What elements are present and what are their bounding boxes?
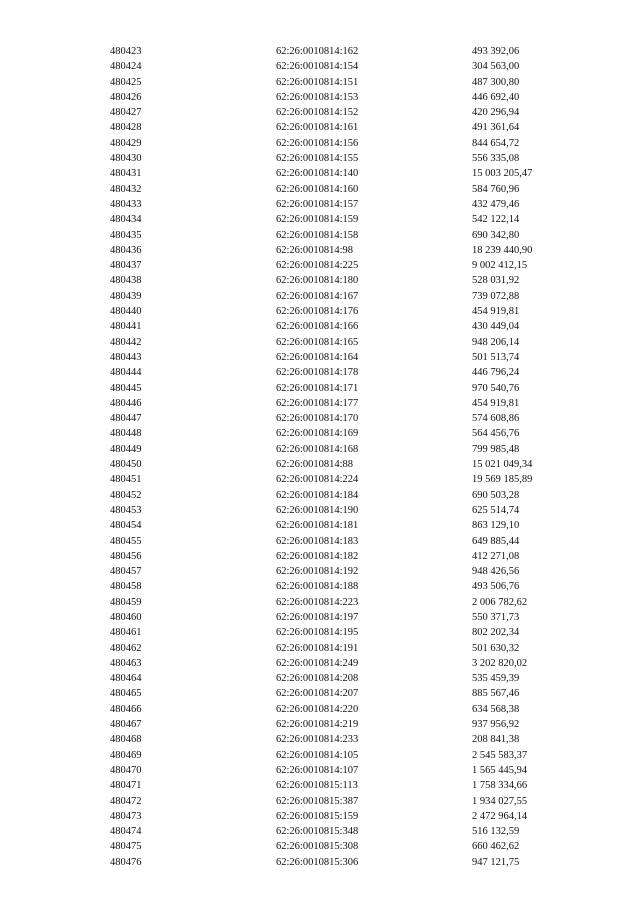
cadastral-value: 556 335,08	[472, 153, 520, 165]
table-row	[0, 442, 640, 457]
row-number: 480464	[110, 673, 142, 685]
cadastral-number: 62:26:0010814:169	[276, 428, 359, 440]
cadastral-number: 62:26:0010814:171	[276, 382, 359, 394]
row-number: 480466	[110, 703, 142, 715]
row-number: 480425	[110, 76, 142, 88]
cadastral-number: 62:26:0010814:233	[276, 734, 359, 746]
cadastral-number: 62:26:0010814:224	[276, 474, 359, 486]
table-row	[0, 304, 640, 319]
row-number: 480455	[110, 535, 142, 547]
row-number: 480436	[110, 244, 142, 256]
cadastral-value: 564 456,76	[472, 428, 520, 440]
cadastral-value: 947 121,75	[472, 856, 520, 868]
table-row	[0, 732, 640, 747]
table-row	[0, 365, 640, 380]
cadastral-number: 62:26:0010814:152	[276, 107, 359, 119]
cadastral-value: 446 692,40	[472, 91, 520, 103]
cadastral-number: 62:26:0010814:166	[276, 321, 359, 333]
table-row	[0, 44, 640, 59]
table-row	[0, 579, 640, 594]
cadastral-value: 454 919,81	[472, 397, 520, 409]
cadastral-number: 62:26:0010814:219	[276, 719, 359, 731]
cadastral-number: 62:26:0010814:170	[276, 413, 359, 425]
cadastral-number: 62:26:0010814:195	[276, 627, 359, 639]
table-row	[0, 656, 640, 671]
cadastral-value: 15 021 049,34	[472, 459, 533, 471]
cadastral-value: 1 934 027,55	[472, 795, 528, 807]
cadastral-value: 18 239 440,90	[472, 244, 533, 256]
cadastral-number: 62:26:0010814:164	[276, 351, 359, 363]
table-row	[0, 335, 640, 350]
row-number: 480469	[110, 749, 142, 761]
row-number: 480443	[110, 351, 142, 363]
table-row	[0, 120, 640, 135]
cadastral-value: 690 342,80	[472, 229, 520, 241]
row-number: 480459	[110, 596, 142, 608]
table-row	[0, 381, 640, 396]
cadastral-number: 62:26:0010814:165	[276, 336, 359, 348]
cadastral-value: 574 608,86	[472, 413, 520, 425]
table-row	[0, 809, 640, 824]
row-number: 480427	[110, 107, 142, 119]
row-number: 480473	[110, 810, 142, 822]
cadastral-number: 62:26:0010815:113	[276, 780, 358, 792]
row-number: 480470	[110, 764, 142, 776]
cadastral-number: 62:26:0010814:208	[276, 673, 359, 685]
cadastral-value: 432 479,46	[472, 198, 520, 210]
cadastral-value: 2 545 583,37	[472, 749, 528, 761]
cadastral-number: 62:26:0010815:387	[276, 795, 359, 807]
row-number: 480429	[110, 137, 142, 149]
table-row	[0, 289, 640, 304]
table-row	[0, 778, 640, 793]
cadastral-value: 2 006 782,62	[472, 596, 528, 608]
cadastral-number: 62:26:0010814:160	[276, 183, 359, 195]
cadastral-value: 487 300,80	[472, 76, 520, 88]
table-row	[0, 488, 640, 503]
cadastral-value: 542 122,14	[472, 214, 520, 226]
cadastral-value: 420 296,94	[472, 107, 520, 119]
cadastral-number: 62:26:0010814:105	[276, 749, 359, 761]
cadastral-number: 62:26:0010814:191	[276, 642, 359, 654]
cadastral-number: 62:26:0010814:98	[276, 244, 354, 256]
cadastral-number: 62:26:0010814:188	[276, 581, 359, 593]
cadastral-value: 1 758 334,66	[472, 780, 528, 792]
table-row	[0, 518, 640, 533]
cadastral-value: 739 072,88	[472, 290, 520, 302]
cadastral-value: 493 506,76	[472, 581, 520, 593]
cadastral-number: 62:26:0010815:348	[276, 826, 359, 838]
row-number: 480453	[110, 504, 142, 516]
cadastral-number: 62:26:0010814:249	[276, 657, 359, 669]
cadastral-number: 62:26:0010814:181	[276, 520, 359, 532]
cadastral-number: 62:26:0010814:151	[276, 76, 359, 88]
cadastral-number: 62:26:0010814:180	[276, 275, 359, 287]
cadastral-value: 528 031,92	[472, 275, 520, 287]
row-number: 480450	[110, 459, 142, 471]
table-row	[0, 197, 640, 212]
cadastral-number: 62:26:0010814:162	[276, 46, 359, 57]
table-row	[0, 258, 640, 273]
cadastral-number: 62:26:0010814:192	[276, 566, 359, 578]
document-table	[0, 44, 640, 870]
table-row	[0, 105, 640, 120]
cadastral-number: 62:26:0010814:157	[276, 198, 359, 210]
row-number: 480446	[110, 397, 142, 409]
cadastral-number: 62:26:0010814:159	[276, 214, 359, 226]
cadastral-number: 62:26:0010814:153	[276, 91, 359, 103]
cadastral-value: 208 841,38	[472, 734, 520, 746]
row-number: 480435	[110, 229, 142, 241]
table-row	[0, 839, 640, 854]
cadastral-value: 446 796,24	[472, 367, 520, 379]
row-number: 480428	[110, 122, 142, 134]
cadastral-value: 584 760,96	[472, 183, 520, 195]
cadastral-value: 9 002 412,15	[472, 260, 528, 272]
cadastral-value: 799 985,48	[472, 443, 520, 455]
table-row	[0, 503, 640, 518]
row-number: 480430	[110, 153, 142, 165]
row-number: 480437	[110, 260, 142, 272]
cadastral-value: 454 919,81	[472, 306, 520, 318]
row-number: 480445	[110, 382, 142, 394]
cadastral-value: 948 426,56	[472, 566, 520, 578]
table-row	[0, 472, 640, 487]
row-number: 480457	[110, 566, 142, 578]
row-number: 480441	[110, 321, 142, 333]
cadastral-number: 62:26:0010815:308	[276, 841, 359, 853]
cadastral-value: 493 392,06	[472, 46, 520, 57]
table-row	[0, 273, 640, 288]
cadastral-value: 501 630,32	[472, 642, 520, 654]
cadastral-number: 62:26:0010814:154	[276, 61, 359, 73]
cadastral-number: 62:26:0010814:177	[276, 397, 359, 409]
table-row	[0, 411, 640, 426]
table-row	[0, 75, 640, 90]
row-number: 480461	[110, 627, 142, 639]
row-number: 480426	[110, 91, 142, 103]
table-row	[0, 182, 640, 197]
row-number: 480451	[110, 474, 142, 486]
cadastral-number: 62:26:0010814:197	[276, 611, 359, 623]
table-row	[0, 610, 640, 625]
cadastral-number: 62:26:0010815:306	[276, 856, 359, 868]
cadastral-value: 19 569 185,89	[472, 474, 533, 486]
row-number: 480448	[110, 428, 142, 440]
table-row	[0, 319, 640, 334]
row-number: 480475	[110, 841, 142, 853]
table-row	[0, 534, 640, 549]
row-number: 480439	[110, 290, 142, 302]
row-number: 480462	[110, 642, 142, 654]
table-row	[0, 748, 640, 763]
table-row	[0, 625, 640, 640]
table-row	[0, 763, 640, 778]
table-row	[0, 243, 640, 258]
cadastral-value: 863 129,10	[472, 520, 520, 532]
table-row	[0, 396, 640, 411]
row-number: 480431	[110, 168, 142, 180]
cadastral-value: 2 472 964,14	[472, 810, 528, 822]
row-number: 480449	[110, 443, 142, 455]
table-row	[0, 457, 640, 472]
cadastral-value: 516 132,59	[472, 826, 520, 838]
cadastral-number: 62:26:0010814:220	[276, 703, 359, 715]
cadastral-value: 885 567,46	[472, 688, 520, 700]
table-row	[0, 228, 640, 243]
cadastral-value: 1 565 445,94	[472, 764, 528, 776]
cadastral-value: 948 206,14	[472, 336, 520, 348]
cadastral-number: 62:26:0010814:223	[276, 596, 359, 608]
row-number: 480424	[110, 61, 142, 73]
table-row	[0, 671, 640, 686]
cadastral-number: 62:26:0010814:155	[276, 153, 359, 165]
row-number: 480440	[110, 306, 142, 318]
row-number: 480432	[110, 183, 142, 195]
table-row	[0, 717, 640, 732]
cadastral-value: 649 885,44	[472, 535, 520, 547]
cadastral-number: 62:26:0010814:158	[276, 229, 359, 241]
cadastral-number: 62:26:0010814:88	[276, 459, 354, 471]
cadastral-value: 412 271,08	[472, 550, 520, 562]
row-number: 480467	[110, 719, 142, 731]
table-row	[0, 151, 640, 166]
cadastral-number: 62:26:0010814:161	[276, 122, 359, 134]
cadastral-value: 15 003 205,47	[472, 168, 533, 180]
row-number: 480474	[110, 826, 142, 838]
table-row	[0, 855, 640, 870]
row-number: 480442	[110, 336, 142, 348]
cadastral-number: 62:26:0010814:178	[276, 367, 359, 379]
cadastral-value: 550 371,73	[472, 611, 520, 623]
cadastral-number: 62:26:0010814:140	[276, 168, 359, 180]
table-row	[0, 426, 640, 441]
row-number: 480460	[110, 611, 142, 623]
table-row	[0, 824, 640, 839]
row-number: 480463	[110, 657, 142, 669]
cadastral-number: 62:26:0010814:183	[276, 535, 359, 547]
row-number: 480447	[110, 413, 142, 425]
cadastral-value: 304 563,00	[472, 61, 520, 73]
row-number: 480433	[110, 198, 142, 210]
row-number: 480456	[110, 550, 142, 562]
cadastral-number: 62:26:0010814:182	[276, 550, 359, 562]
row-number: 480438	[110, 275, 142, 287]
cadastral-number: 62:26:0010814:207	[276, 688, 359, 700]
cadastral-value: 430 449,04	[472, 321, 520, 333]
row-number: 480454	[110, 520, 142, 532]
row-number: 480458	[110, 581, 142, 593]
cadastral-number: 62:26:0010814:107	[276, 764, 359, 776]
cadastral-value: 844 654,72	[472, 137, 520, 149]
table-row	[0, 686, 640, 701]
cadastral-value: 634 568,38	[472, 703, 520, 715]
cadastral-value: 690 503,28	[472, 489, 520, 501]
row-number: 480472	[110, 795, 142, 807]
cadastral-value: 501 513,74	[472, 351, 520, 363]
table-row	[0, 59, 640, 74]
row-number: 480423	[110, 46, 142, 57]
cadastral-number: 62:26:0010814:190	[276, 504, 359, 516]
table-row	[0, 136, 640, 151]
cadastral-number: 62:26:0010814:225	[276, 260, 359, 272]
cadastral-number: 62:26:0010814:167	[276, 290, 359, 302]
cadastral-value: 937 956,92	[472, 719, 520, 731]
table-row	[0, 794, 640, 809]
table-row	[0, 595, 640, 610]
row-number: 480444	[110, 367, 142, 379]
cadastral-number: 62:26:0010814:168	[276, 443, 359, 455]
cadastral-value: 3 202 820,02	[472, 657, 528, 669]
row-number: 480476	[110, 856, 142, 868]
row-number: 480465	[110, 688, 142, 700]
cadastral-value: 802 202,34	[472, 627, 520, 639]
row-number: 480471	[110, 780, 142, 792]
table-row	[0, 90, 640, 105]
table-row	[0, 564, 640, 579]
cadastral-number: 62:26:0010815:159	[276, 810, 359, 822]
table-row	[0, 549, 640, 564]
row-number: 480452	[110, 489, 142, 501]
row-number: 480468	[110, 734, 142, 746]
table-row	[0, 166, 640, 181]
cadastral-value: 660 462,62	[472, 841, 520, 853]
table-row	[0, 702, 640, 717]
cadastral-value: 970 540,76	[472, 382, 520, 394]
cadastral-number: 62:26:0010814:184	[276, 489, 359, 501]
row-number: 480434	[110, 214, 142, 226]
cadastral-value: 491 361,64	[472, 122, 520, 134]
cadastral-value: 625 514,74	[472, 504, 520, 516]
table-row	[0, 641, 640, 656]
table-row	[0, 350, 640, 365]
cadastral-number: 62:26:0010814:176	[276, 306, 359, 318]
cadastral-number: 62:26:0010814:156	[276, 137, 359, 149]
table-row	[0, 212, 640, 227]
cadastral-value: 535 459,39	[472, 673, 520, 685]
